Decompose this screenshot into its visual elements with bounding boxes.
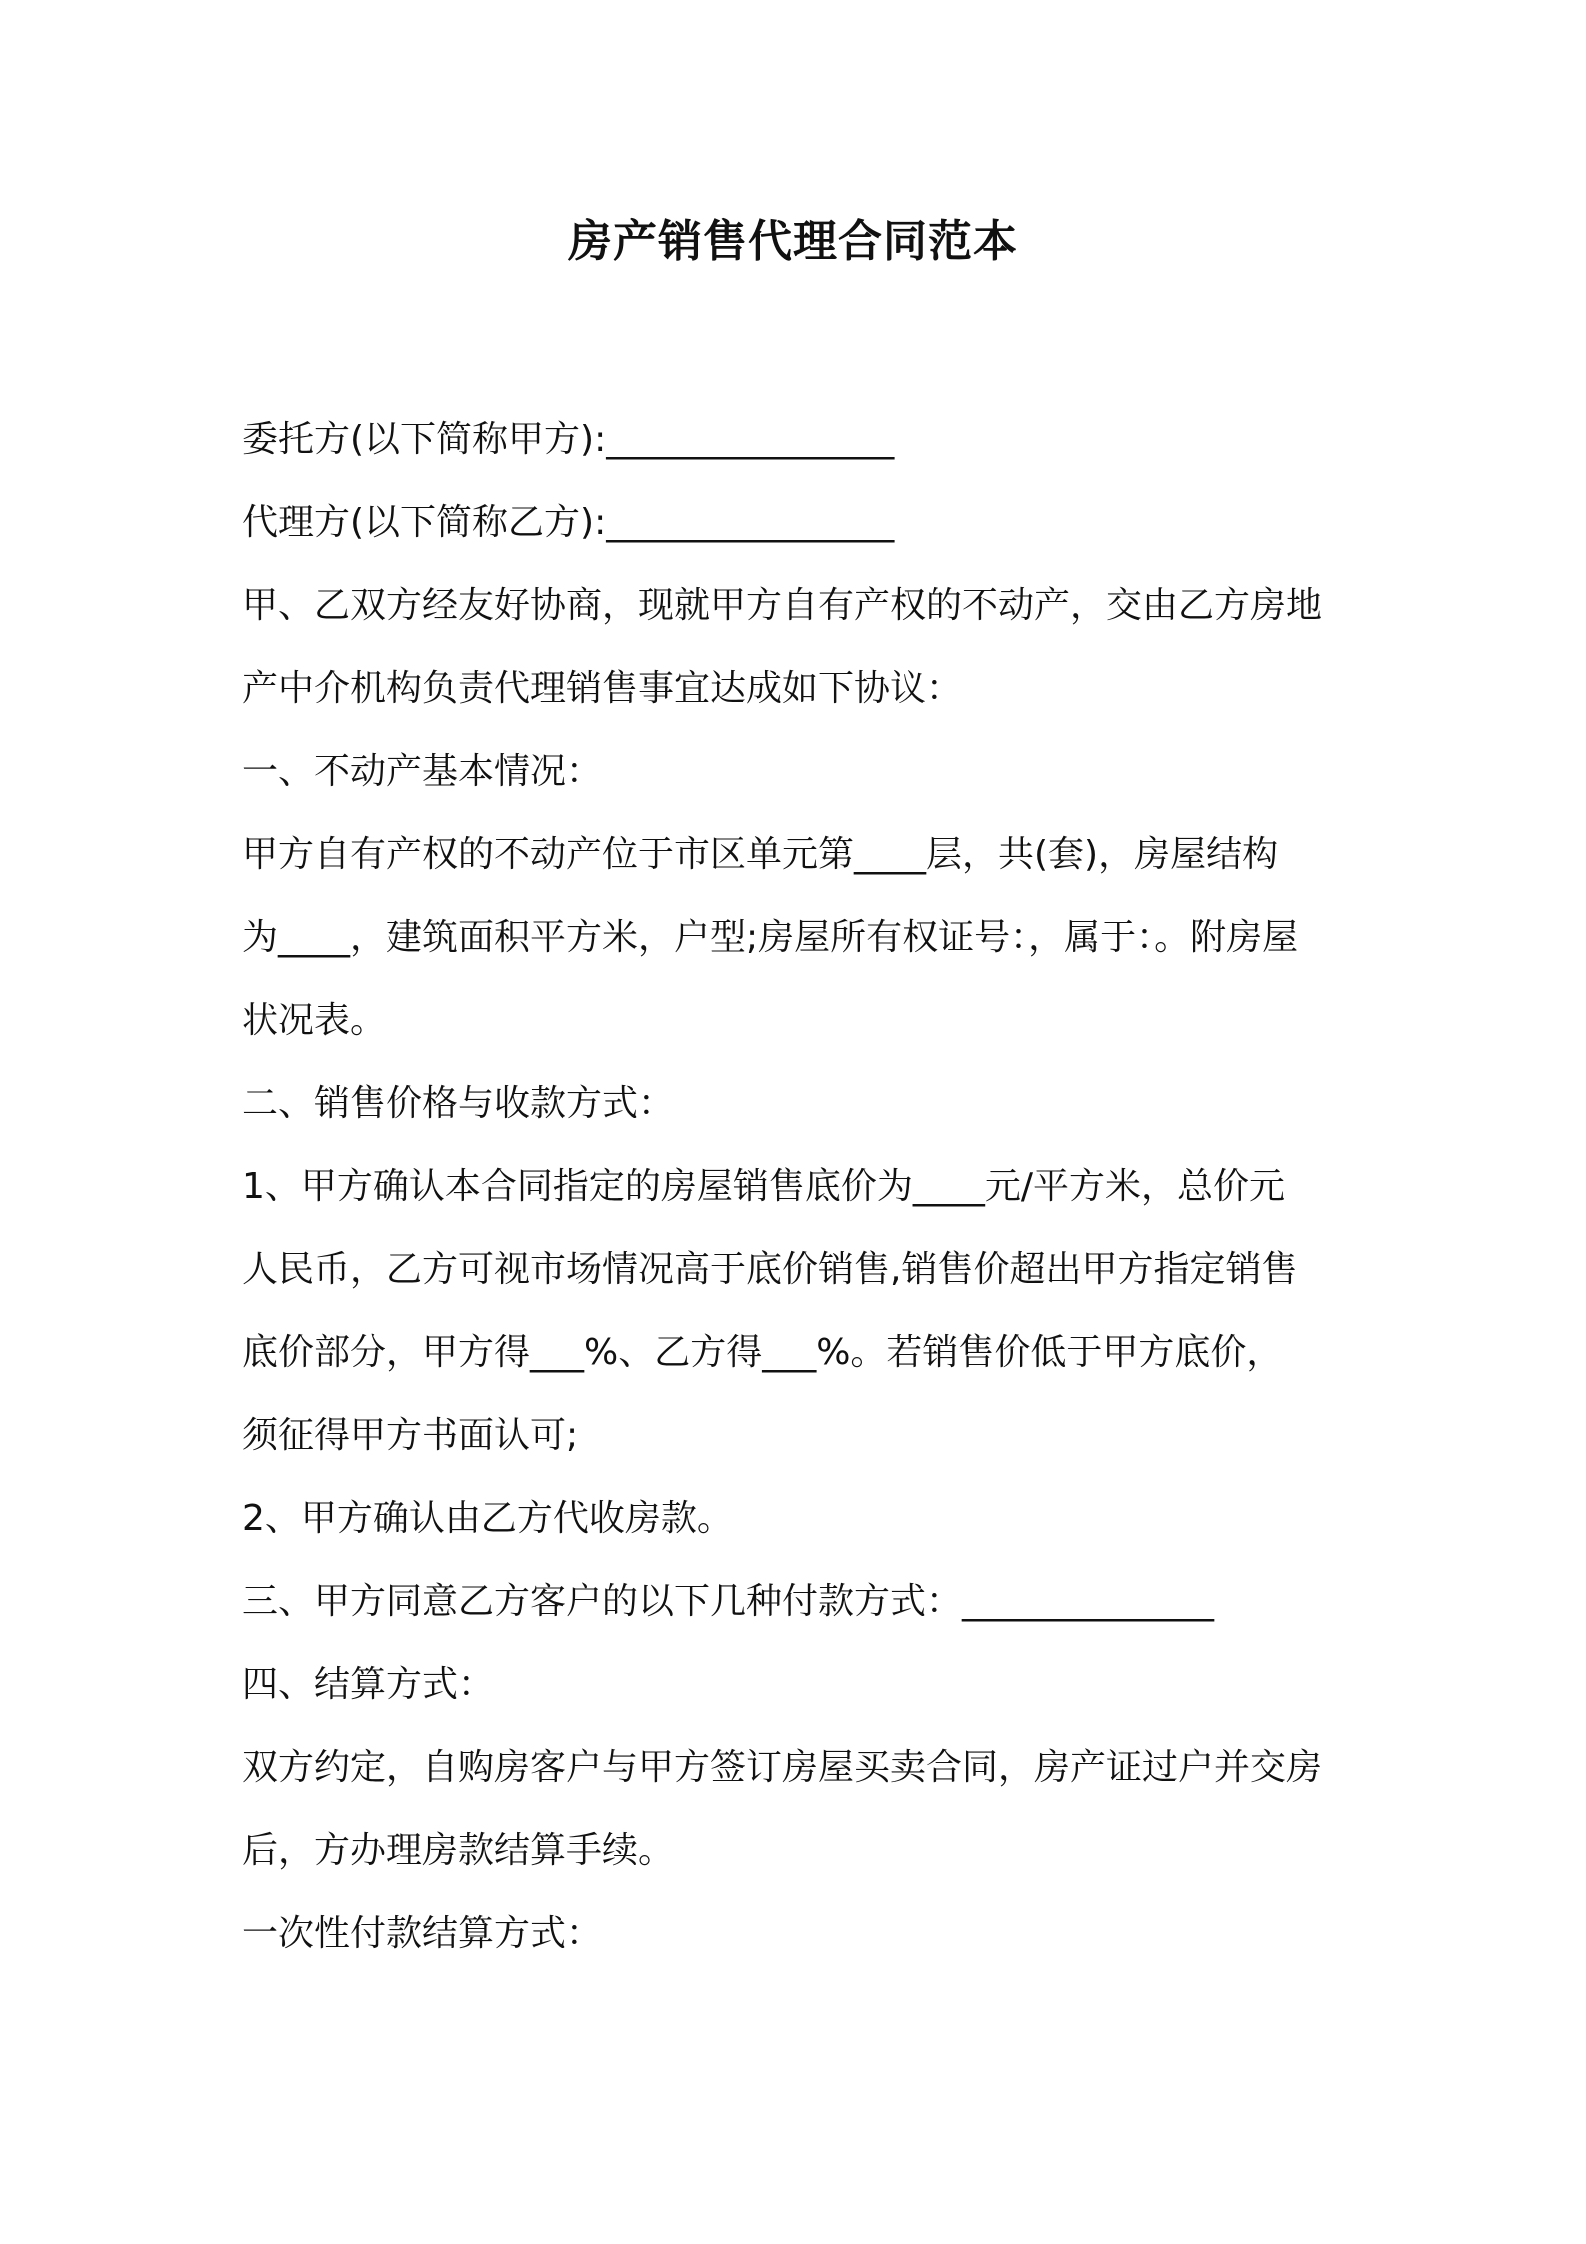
- paragraph-line: 甲方自有产权的不动产位于市区单元第____层，共(套)，房屋结构: [242, 834, 1279, 875]
- paragraph-line: 状况表。: [242, 1000, 387, 1041]
- paragraph-line: 产中介机构负责代理销售事宜达成如下协议：: [242, 668, 963, 709]
- paragraph-line: 甲、乙双方经友好协商，现就甲方自有产权的不动产，交由乙方房地: [242, 585, 1323, 626]
- paragraph-line: 1、甲方确认本合同指定的房屋销售底价为____元/平方米，总价元: [242, 1166, 1286, 1207]
- paragraph-line: 为____，建筑面积平方米，户型;房屋所有权证号：，属于：。附房屋: [242, 917, 1299, 958]
- section-heading: 三、甲方同意乙方客户的以下几种付款方式：______________: [242, 1581, 1215, 1622]
- paragraph-line: 2、甲方确认由乙方代收房款。: [242, 1498, 733, 1539]
- section-heading: 四、结算方式：: [242, 1664, 495, 1705]
- party-b-line: 代理方(以下简称乙方):________________: [242, 502, 895, 543]
- document-title: 房产销售代理合同范本: [568, 216, 1018, 267]
- paragraph-line: 人民币，乙方可视市场情况高于底价销售,销售价超出甲方指定销售: [242, 1249, 1298, 1290]
- section-heading: 二、销售价格与收款方式：: [242, 1083, 675, 1124]
- paragraph-line: 底价部分，甲方得___%、乙方得___%。若销售价低于甲方底价，: [242, 1332, 1283, 1373]
- paragraph-line: 后，方办理房款结算手续。: [242, 1830, 675, 1871]
- party-a-line: 委托方(以下简称甲方):________________: [242, 419, 895, 460]
- section-heading: 一、不动产基本情况：: [242, 751, 603, 792]
- paragraph-line: 须征得甲方书面认可;: [242, 1415, 579, 1456]
- section-heading: 一次性付款结算方式：: [242, 1913, 603, 1954]
- paragraph-line: 双方约定，自购房客户与甲方签订房屋买卖合同，房产证过户并交房: [242, 1747, 1323, 1788]
